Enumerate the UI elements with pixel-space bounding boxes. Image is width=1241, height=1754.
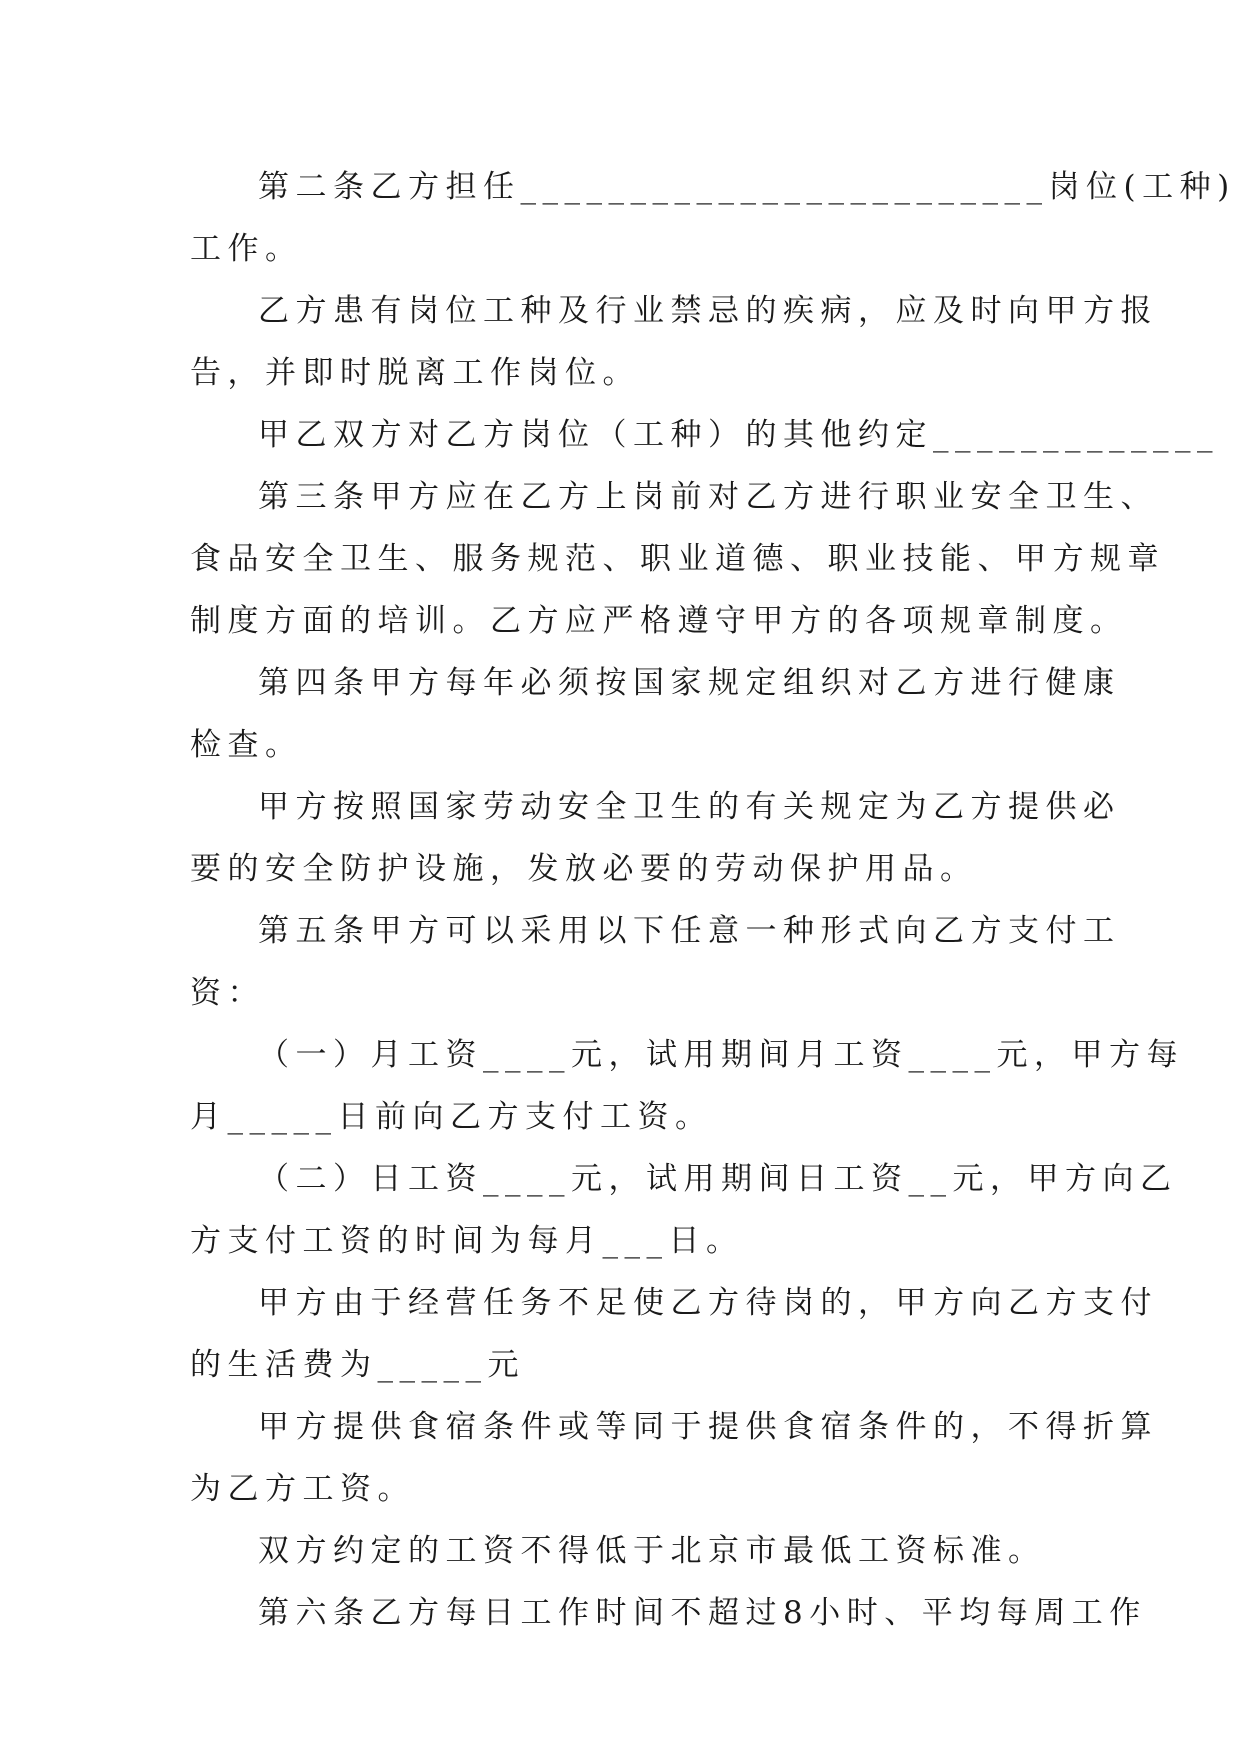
text-line: 第五条甲方可以采用以下任意一种形式向乙方支付工 xyxy=(258,913,1121,949)
text-line: 制度方面的培训。乙方应严格遵守甲方的各项规章制度。 xyxy=(190,603,1128,639)
text-line: （一）月工资____元，试用期间月工资____元，甲方每 xyxy=(258,1037,1184,1073)
text-line: 甲乙双方对乙方岗位（工种）的其他约定_____________ xyxy=(258,417,1219,453)
text-line: 要的安全防护设施，发放必要的劳动保护用品。 xyxy=(190,851,978,887)
text-line: 月_____日前向乙方支付工资。 xyxy=(190,1099,713,1135)
text-line: 第六条乙方每日工作时间不超过8小时、平均每周工作 xyxy=(258,1595,1147,1631)
text-line: 方支付工资的时间为每月___日。 xyxy=(190,1223,744,1259)
text-line: 第二条乙方担任________________________岗位(工种) xyxy=(258,169,1236,205)
text-line: 甲方由于经营任务不足使乙方待岗的，甲方向乙方支付 xyxy=(258,1285,1158,1321)
text-line: 第四条甲方每年必须按国家规定组织对乙方进行健康 xyxy=(258,665,1121,701)
text-line: （二）日工资____元，试用期间日工资__元，甲方向乙 xyxy=(258,1161,1178,1197)
text-line: 食品安全卫生、服务规范、职业道德、职业技能、甲方规章 xyxy=(190,541,1165,577)
text-line: 资： xyxy=(190,975,265,1011)
text-line: 甲方提供食宿条件或等同于提供食宿条件的，不得折算 xyxy=(258,1409,1158,1445)
text-line: 工作。 xyxy=(190,231,303,267)
text-line: 甲方按照国家劳动安全卫生的有关规定为乙方提供必 xyxy=(258,789,1121,825)
text-line: 乙方患有岗位工种及行业禁忌的疾病，应及时向甲方报 xyxy=(258,293,1158,329)
text-line: 告，并即时脱离工作岗位。 xyxy=(190,355,640,391)
text-line: 检查。 xyxy=(190,727,303,763)
text-line: 为乙方工资。 xyxy=(190,1471,415,1507)
document-body xyxy=(190,156,1236,1644)
text-line: 的生活费为_____元 xyxy=(190,1347,525,1383)
text-line: 双方约定的工资不得低于北京市最低工资标准。 xyxy=(258,1533,1046,1569)
text-line: 第三条甲方应在乙方上岗前对乙方进行职业安全卫生、 xyxy=(258,479,1158,515)
